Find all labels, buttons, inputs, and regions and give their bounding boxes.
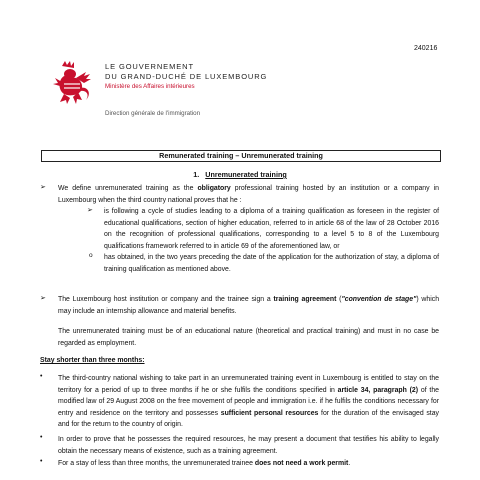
directorate-name: Direction générale de l'immigration	[105, 110, 201, 117]
arrow-bullet-icon: ➢	[87, 207, 93, 214]
government-block	[105, 62, 267, 92]
bullet-dot-icon: •	[40, 458, 43, 465]
section-heading	[0, 170, 480, 179]
condition-item-2: has obtained, in the two years preceding the date of the application for the authorization of stay, a diploma of training qualification as mentioned above.	[104, 254, 439, 273]
section-number: 1.	[193, 170, 200, 179]
bullet-dot-icon: •	[40, 434, 43, 441]
government-name-line1: LE GOUVERNEMENT	[105, 62, 194, 71]
bullet-dot-icon: •	[40, 373, 43, 380]
ministry-name: Ministère des Affaires intérieures	[105, 83, 195, 90]
condition-item-1: is following a cycle of studies leading to a diploma of a training qualification as foreseen in the register of educational qualifications, section of higher education, referred to in article 68 of the law of 28 October 2016 on the recognition of professional qualifications, corresponding to a level 5 to 8 of the Luxembourg qualifications framework referred to in article 69 of the aforementioned law, or	[104, 208, 439, 250]
arrow-bullet-icon: ➢	[40, 184, 46, 191]
agreement-paragraph: The Luxembourg host institution or company and the trainee sign a training agreement ("convention de stage") which may include an internship allowance and material benefits.	[58, 296, 440, 315]
arrow-bullet-icon: ➢	[40, 295, 46, 302]
nature-paragraph: The unremunerated training must be of an educational nature (theoretical and practical training) and must in no case be regarded as employment.	[58, 328, 439, 347]
circle-bullet-icon: o	[89, 252, 93, 259]
definition-paragraph: We define unremunerated training as the obligatory professional training hosted by an institution or a company in Luxembourg when the third country national proves that he :	[58, 185, 439, 204]
government-name-line2: DU GRAND-DUCHÉ DE LUXEMBOURG	[105, 72, 268, 81]
reference-number: 240216	[414, 45, 438, 52]
document-title: Remunerated training – Unremunerated training	[41, 150, 441, 162]
stay-short-heading: Stay shorter than three months:	[40, 357, 145, 364]
stay-short-item-1: The third-country national wishing to take part in an unremunerated training event in Luxembourg is entitled to stay on the territory for a period of up to three months if he or she fulfils the conditions specified in article 34, paragraph (2) of the modified law of 29 August 2008 on the free movement of people and immigration i.e. if he fulfils the conditions necessary for entry and residence on the territory and possesses sufficient personal resources for the duration of the envisaged stay and for the return to the country of origin.	[58, 375, 440, 428]
stay-short-item-2: In order to prove that he possesses the required resources, he may present a document that testifies his ability to legally obtain the necessary means of existence, such as a training agreement.	[58, 436, 439, 455]
stay-short-item-3: For a stay of less than three months, the unremunerated trainee does not need a work permit.	[58, 460, 351, 467]
luxembourg-red-lion-icon	[50, 60, 94, 106]
section-title: Unremunerated training	[205, 170, 287, 179]
